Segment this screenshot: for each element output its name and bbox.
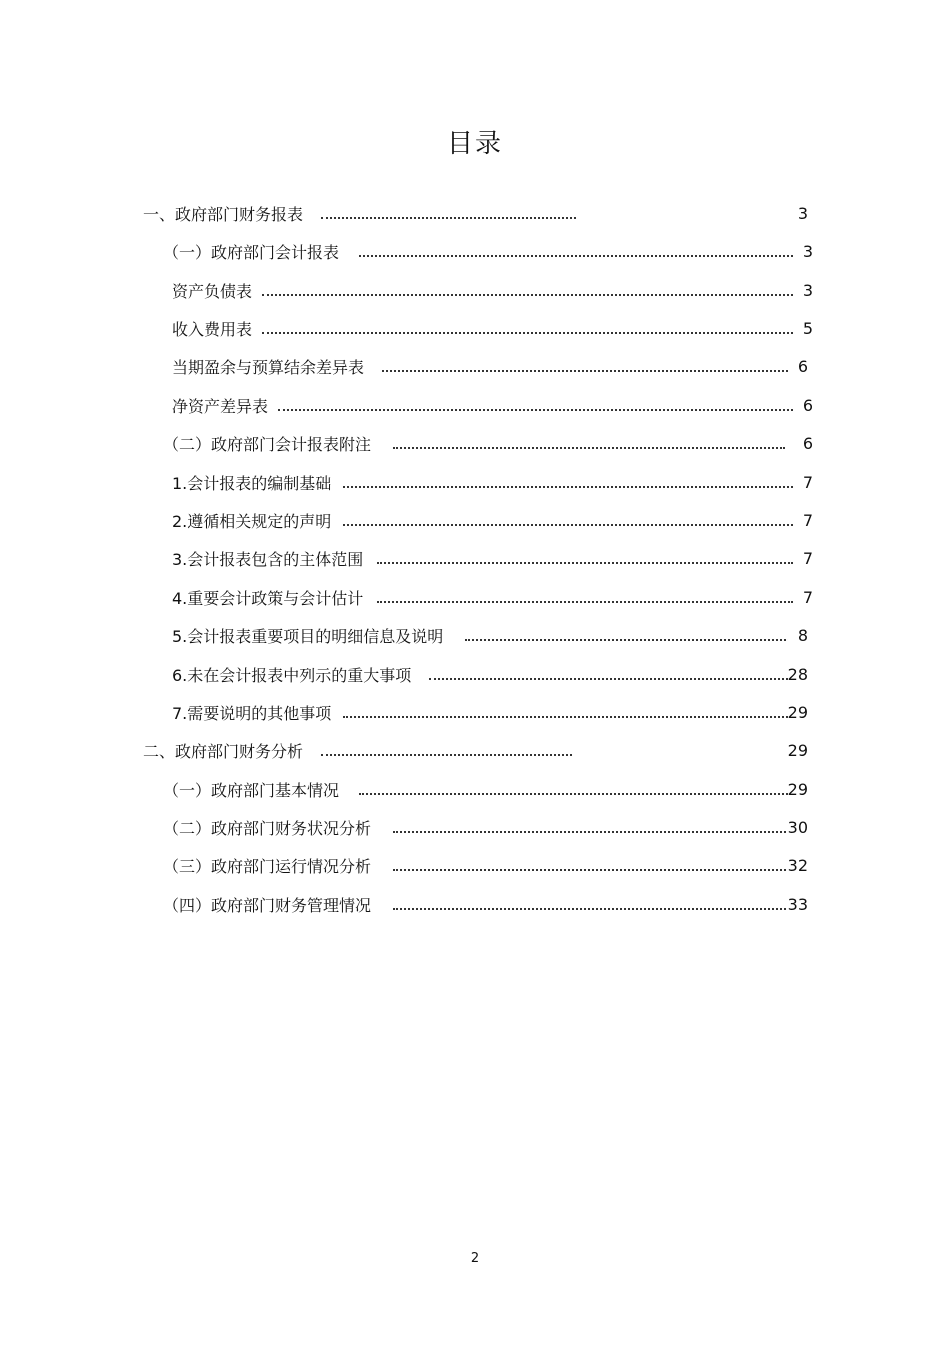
- toc-entry-label: 3.会计报表包含的主体范围: [172, 549, 364, 569]
- toc-entry[interactable]: [163, 808, 808, 846]
- toc-entry-page: 30: [787, 817, 808, 837]
- toc-entry[interactable]: [163, 232, 813, 270]
- toc-entry-page: 3: [802, 241, 813, 261]
- toc-entry[interactable]: [172, 655, 808, 693]
- toc-leader-dots: [321, 194, 576, 232]
- toc-entry[interactable]: [172, 578, 813, 616]
- toc-entry-page: 33: [787, 894, 808, 914]
- toc-entry-page: 29: [787, 740, 808, 760]
- toc-entry[interactable]: [172, 693, 808, 731]
- toc-entry[interactable]: [172, 501, 813, 539]
- toc-entry-page: 7: [802, 587, 813, 607]
- toc-leader-dots: [262, 309, 793, 347]
- toc-entry-page: 3: [797, 203, 808, 223]
- toc-entry-label: （二）政府部门会计报表附注: [163, 434, 372, 454]
- toc-entry-label: 二、政府部门财务分析: [143, 741, 304, 761]
- toc-entry-page: 7: [802, 548, 813, 568]
- toc-entry[interactable]: [172, 386, 813, 424]
- toc-entry-page: 8: [797, 625, 808, 645]
- toc-leader-dots: [262, 271, 793, 309]
- toc-entry-page: 29: [787, 702, 808, 722]
- page-number: 2: [470, 1251, 480, 1266]
- toc-entry[interactable]: [163, 424, 813, 462]
- toc-leader-dots: [343, 463, 793, 501]
- toc-leader-dots: [393, 885, 786, 923]
- toc-entry[interactable]: [172, 347, 808, 385]
- toc-leader-dots: [429, 655, 788, 693]
- toc-leader-dots: [343, 693, 788, 731]
- toc-leader-dots: [393, 424, 785, 462]
- toc-entry-page: 7: [802, 510, 813, 530]
- toc-entry-page: 29: [787, 779, 808, 799]
- toc-entry-page: 6: [802, 395, 813, 415]
- toc-entry[interactable]: [143, 731, 808, 769]
- toc-entry-label: 收入费用表: [172, 319, 253, 339]
- toc-entry-label: （一）政府部门会计报表: [163, 242, 340, 262]
- toc-leader-dots: [393, 846, 786, 884]
- toc-leader-dots: [377, 539, 793, 577]
- toc-entry-label: 5.会计报表重要项目的明细信息及说明: [172, 626, 444, 646]
- toc-entry-page: 28: [787, 664, 808, 684]
- toc-leader-dots: [359, 770, 788, 808]
- toc-entry-page: 32: [787, 855, 808, 875]
- toc-entry-label: 一、政府部门财务报表: [143, 204, 304, 224]
- toc-entry-label: 净资产差异表: [172, 396, 269, 416]
- toc-leader-dots: [377, 578, 793, 616]
- toc-entry-label: 当期盈余与预算结余差异表: [172, 357, 365, 377]
- toc-leader-dots: [393, 808, 786, 846]
- toc-entry-label: （三）政府部门运行情况分析: [163, 856, 372, 876]
- toc-entry[interactable]: [163, 770, 808, 808]
- toc-entry[interactable]: [172, 539, 813, 577]
- toc-leader-dots: [278, 386, 793, 424]
- toc-entry[interactable]: [163, 885, 808, 923]
- toc-leader-dots: [359, 232, 793, 270]
- toc-entry-label: 7.需要说明的其他事项: [172, 703, 332, 723]
- toc-entry-page: 7: [802, 472, 813, 492]
- toc-entry-page: 6: [797, 356, 808, 376]
- toc-entry[interactable]: [172, 616, 808, 654]
- toc-entry-page: 6: [802, 433, 813, 453]
- toc-entry-label: 资产负债表: [172, 281, 253, 301]
- toc-entry[interactable]: [172, 463, 813, 501]
- toc-entry-label: 1.会计报表的编制基础: [172, 473, 332, 493]
- toc-entry-label: 6.未在会计报表中列示的重大事项: [172, 665, 412, 685]
- toc-entry-page: 5: [802, 318, 813, 338]
- toc-leader-dots: [382, 347, 788, 385]
- toc-entry-label: 2.遵循相关规定的声明: [172, 511, 332, 531]
- toc-entry-label: （一）政府部门基本情况: [163, 780, 340, 800]
- toc-leader-dots: [343, 501, 793, 539]
- toc-entry-label: 4.重要会计政策与会计估计: [172, 588, 364, 608]
- toc-entry-label: （二）政府部门财务状况分析: [163, 818, 372, 838]
- toc-entry[interactable]: [172, 271, 813, 309]
- toc-entry-page: 3: [802, 280, 813, 300]
- toc-entry[interactable]: [163, 846, 808, 884]
- toc-leader-dots: [465, 616, 786, 654]
- toc-entry[interactable]: [143, 194, 808, 232]
- toc-title: 目录: [446, 129, 503, 159]
- toc-entry-label: （四）政府部门财务管理情况: [163, 895, 372, 915]
- toc-leader-dots: [321, 731, 572, 769]
- toc-entry[interactable]: [172, 309, 813, 347]
